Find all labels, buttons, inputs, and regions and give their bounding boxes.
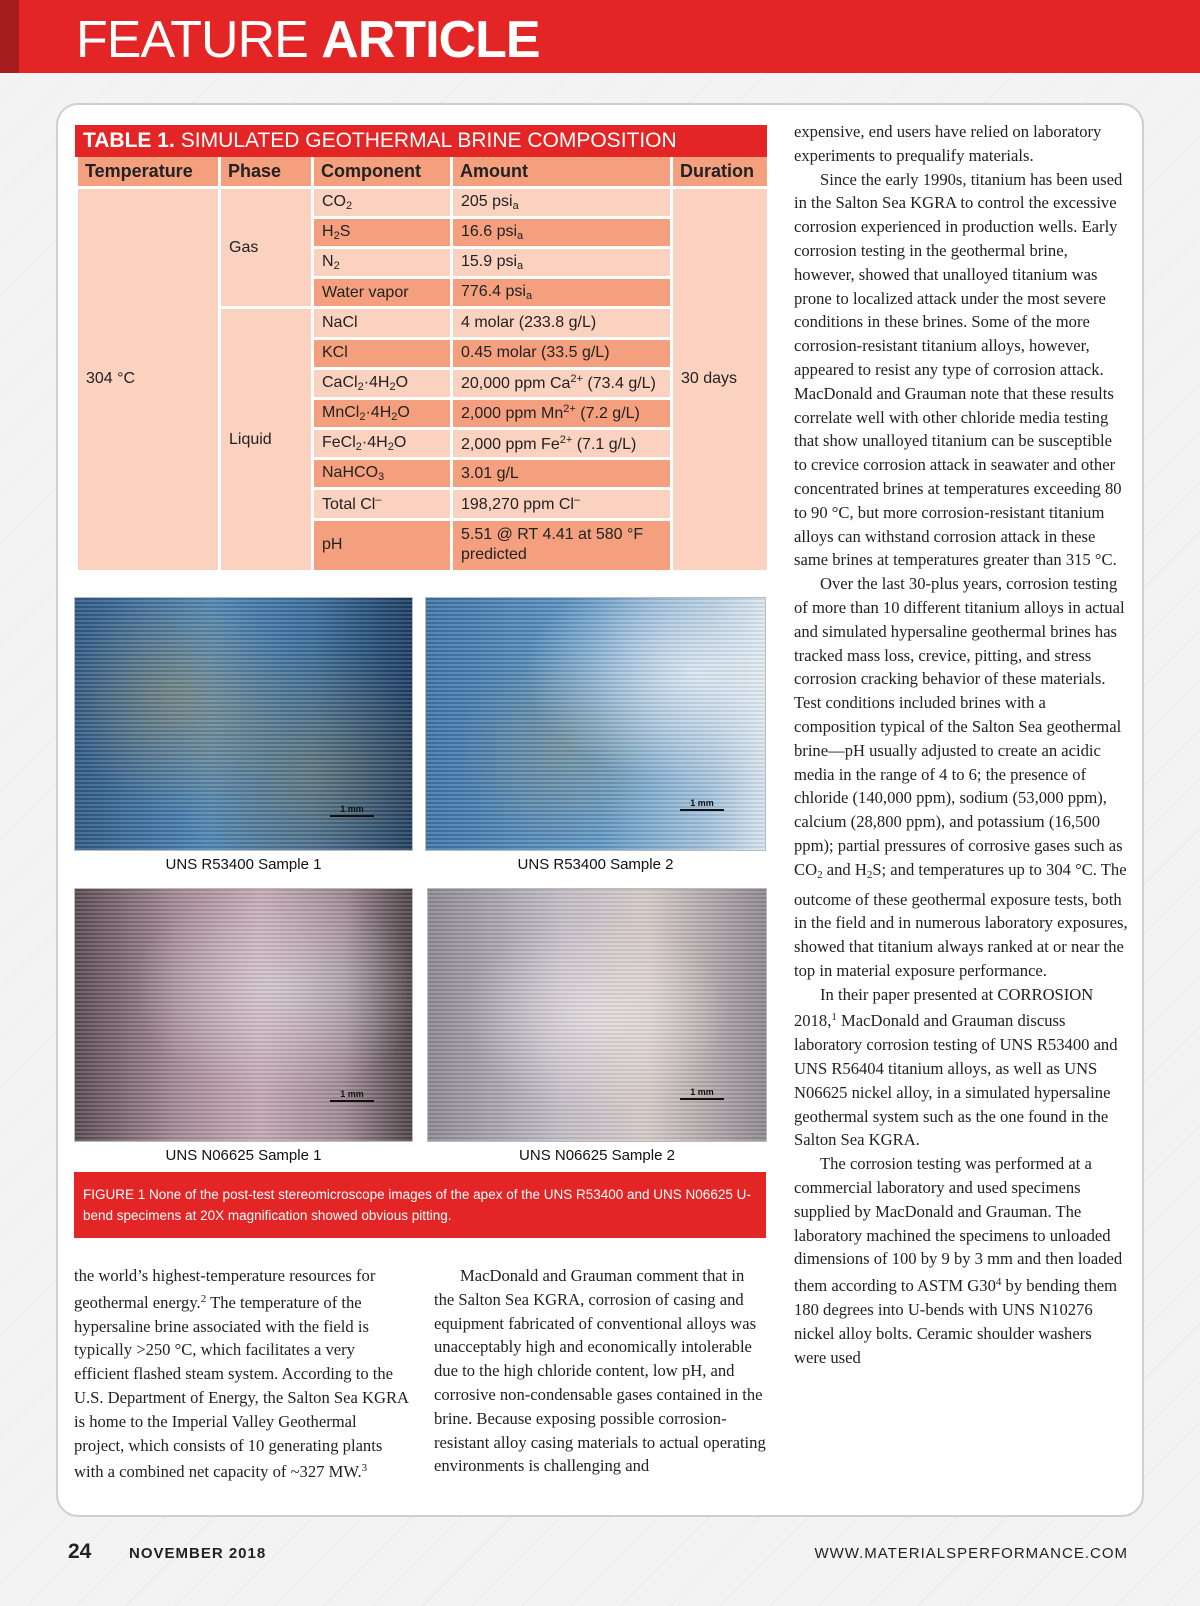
header-phase: Phase [220,157,313,187]
component-cell: pH [313,519,452,571]
photo-caption: UNS N06625 Sample 2 [519,1147,675,1164]
amount-cell: 15.9 psi$_a$ [452,248,672,278]
paragraph: expensive, end users have relied on laboratory experiments to prequalify materials. [794,122,1102,165]
component-cell: $N_2$ [313,248,452,278]
issue-date: NOVEMBER 2018 [129,1545,267,1562]
component-cell: Water vapor [313,278,452,308]
duration-cell: 30 days [672,187,769,571]
brine-composition-table [75,157,770,573]
text-column-right [794,120,1128,1369]
phase-liquid-cell: Liquid [220,308,313,572]
header-amount: Amount [452,157,672,187]
scale-bar: 1 mm [680,1087,724,1100]
scale-bar: 1 mm [330,1089,374,1102]
table-row [77,187,769,217]
amount-cell: 776.4 psi$_a$ [452,278,672,308]
text-column-middle [434,1264,766,1478]
micrograph-r53400-sample-1 [74,597,413,851]
component-cell: NaHCO$_3$ [313,459,452,489]
paragraph: Over the last 30-plus years, corrosion testing of more than 10 different titanium alloys in actual and simulated hypersaline geothermal brines has tracked mass loss, crevice, pitting, and stress corrosion cracking behavior of these materials. Test conditions included brines with a composition typical of the Salton Sea geothermal brine—pH usually adjusted to create an acidic media in the range of 4 to 6; the presence of chloride (140,000 ppm), sodium (53,000 ppm), calcium (28,800 ppm), and potassium (16,500 ppm); partial pressures of corrosive gases such as $CO_2$ and $H_2S$; and temperatures up to 304 °C. The outcome of these geothermal exposure tests, both in the field and in numerous laboratory exposures, showed that titanium always ranked at or near the top in material exposure performance. [794,574,1128,980]
page-number: 24 [68,1540,92,1563]
amount-cell: 198,270 ppm Cl– [452,489,672,519]
amount-cell: 16.6 psi$_a$ [452,217,672,247]
paragraph: MacDonald and Grauman comment that in the Salton Sea KGRA, corrosion of casing and equipment fabricated of conventional alloys was unacceptably high and economically intolerable due to the high chloride content, low pH, and corrosive non-condensable gases contained in the brine. Because exposing possible corrosion-resistant alloy casing materials to actual operating environments is challenging and [434,1266,766,1476]
scale-bar: 1 mm [680,798,724,811]
paragraph: the world’s highest-temperature resources for geothermal energy.$^2$ The temperature of the hypersaline brine associated with the field is typically >250 °C, which facilitates a very efficient flashed steam system. According to the U.S. Department of Energy, the Salton Sea KGRA is home to the Imperial Valley Geothermal project, which consists of 10 generating plants with a combined net capacity of ~327 MW.$^3$ [74,1266,409,1482]
header-temperature: Temperature [77,157,220,187]
amount-cell: 4 molar (233.8 g/L) [452,308,672,338]
component-cell: Total Cl– [313,489,452,519]
section-title: FEATURE ARTICLE [76,11,540,69]
amount-cell: 0.45 molar (33.5 g/L) [452,338,672,368]
header-accent-bar [0,0,19,73]
photo-caption: UNS R53400 Sample 2 [517,856,674,873]
photo-caption: UNS N06625 Sample 1 [165,1147,322,1164]
component-cell: $FeCl_2\cdot 4H_2O$ [313,429,452,459]
component-cell: KCl [313,338,452,368]
component-cell: $CaCl_2\cdot 4H_2O$ [313,368,452,398]
text-column-left [74,1264,410,1484]
paragraph: In their paper presented at CORROSION 2018,$^1$ MacDonald and Grauman discuss laboratory corrosion testing of UNS R53400 and UNS R56404 titanium alloys, as well as UNS N06625 nickel alloy, in a simulated hypersaline geothermal system such as the one found in the Salton Sea KGRA. [794,984,1118,1150]
micrograph-r53400-sample-2 [425,597,766,851]
website-url[interactable]: WWW.MATERIALSPERFORMANCE.COM [814,1545,1128,1562]
amount-cell: 205 psi$_a$ [452,187,672,217]
table-header-row [77,157,769,187]
scale-bar: 1 mm [330,804,374,817]
amount-cell: 2,000 ppm $Fe^{2+}$ (7.1 g/L) [452,429,672,459]
header-duration: Duration [672,157,769,187]
micrograph-n06625-sample-1 [74,888,413,1142]
component-cell: $H_2S$ [313,217,452,247]
amount-cell: 5.51 @ RT 4.41 at 580 °F predicted [452,519,672,571]
component-cell: $CO_2$ [313,187,452,217]
amount-cell: 3.01 g/L [452,459,672,489]
paragraph: The corrosion testing was performed at a commercial laboratory and used specimens supplied by MacDonald and Grauman. The laboratory machined the specimens to unloaded dimensions of 100 by 9 by 3 mm and then loaded them according to ASTM $G30^4$ by bending them 180 degrees into U-bends with UNS N10276 nickel alloy bolts. Ceramic shoulder washers were used [794,1154,1123,1367]
micrograph-n06625-sample-2 [427,888,767,1142]
figure-caption: FIGURE 1 None of the post-test stereomicroscope images of the apex of the UNS R53400 and UNS N06625 U-bend specimens at 20X magnification showed obvious pitting. [74,1172,766,1238]
phase-gas-cell: Gas [220,187,313,308]
amount-cell: 20,000 ppm $Ca^{2+}$ (73.4 g/L) [452,368,672,398]
table-title: TABLE 1. SIMULATED GEOTHERMAL BRINE COMPOSITION [75,125,767,157]
amount-cell: 2,000 ppm $Mn^{2+}$ (7.2 g/L) [452,398,672,428]
header-banner [0,0,1200,73]
photo-caption: UNS R53400 Sample 1 [165,856,322,873]
paragraph: Since the early 1990s, titanium has been used in the Salton Sea KGRA to control the excessive corrosion experienced in production wells. Early corrosion testing in the geothermal brine, however, showed that unalloyed titanium was prone to localized attack under the most severe conditions in these brines. Some of the more corrosion-resistant titanium alloys, however, appeared to resist any type of corrosion attack. MacDonald and Grauman note that these results correlate well with other chloride media testing that show unalloyed titanium can be susceptible to crevice corrosion attack in seawater and other concentrated brines at temperatures exceeding 80 to 90 °C, but more corrosion-resistant titanium alloys can withstand corrosion attack in these same brines at temperatures greater than 315 °C. [794,169,1123,570]
temperature-cell: 304 °C [77,187,220,571]
header-component: Component [313,157,452,187]
component-cell: NaCl [313,308,452,338]
component-cell: $MnCl_2\cdot 4H_2O$ [313,398,452,428]
